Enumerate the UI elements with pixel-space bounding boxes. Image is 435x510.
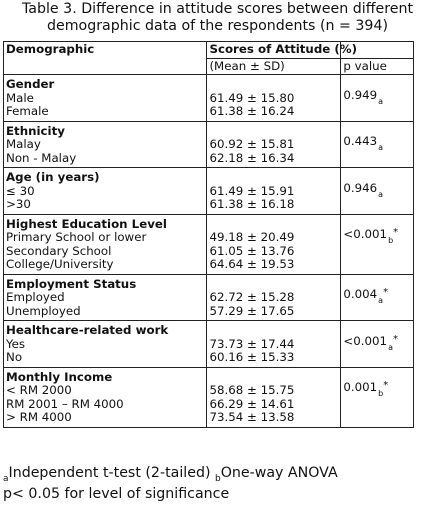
- score-value: 58.68 ± 15.75: [209, 383, 295, 397]
- p-value: <0.001: [343, 227, 388, 241]
- test-marker: b: [388, 236, 394, 245]
- group-heading: Age (in years): [6, 170, 100, 184]
- score-value: 73.73 ± 17.44: [209, 336, 295, 351]
- test-marker: b: [378, 389, 384, 398]
- demographic-cell: [4, 321, 207, 368]
- score-value: 60.92 ± 15.81: [209, 137, 295, 151]
- caption-line-2: demographic data of the respondents (n = 394): [46, 18, 389, 34]
- test-marker: a: [378, 189, 384, 199]
- table-row: [4, 168, 414, 215]
- table-row: [4, 321, 414, 368]
- p-value-cell: [341, 367, 414, 427]
- demographic-cell: [4, 367, 207, 427]
- table-row: [4, 121, 414, 168]
- category-label: Employed: [6, 290, 65, 304]
- score-value: 57.29 ± 17.65: [209, 303, 295, 318]
- score-value: 61.49 ± 15.91: [209, 183, 295, 198]
- score-value: 61.49 ± 15.80: [209, 90, 295, 105]
- category-label: >30: [6, 197, 31, 211]
- score-value: 62.72 ± 15.28: [209, 290, 295, 304]
- category-label: Secondary School: [6, 243, 112, 258]
- p-value: 0.443: [343, 134, 378, 148]
- category-label: College/University: [6, 257, 114, 271]
- significance-star: *: [383, 380, 389, 391]
- category-label: Primary School or lower: [6, 230, 147, 244]
- score-value: 73.54 ± 13.58: [209, 410, 295, 424]
- test-marker: a: [378, 96, 384, 106]
- score-value: 61.38 ± 16.24: [209, 104, 295, 118]
- demographic-cell: [4, 274, 207, 321]
- p-value-cell: [341, 274, 414, 321]
- score-cell: [207, 367, 341, 427]
- caption-line-1: Table 3. Difference in attitude scores between different: [21, 1, 414, 17]
- header-row: [4, 42, 414, 59]
- category-label: ≤ 30: [6, 183, 35, 198]
- category-label: Malay: [6, 137, 41, 151]
- p-value: 0.001: [343, 380, 378, 394]
- footnote-a-text: Independent t-test (2-tailed): [8, 465, 211, 481]
- score-cell: [207, 75, 341, 122]
- category-label: Yes: [6, 336, 26, 351]
- score-cell: [207, 321, 341, 368]
- p-value-cell: [341, 214, 414, 274]
- significance-star: *: [392, 333, 398, 345]
- group-heading: Highest Education Level: [6, 216, 167, 231]
- category-label: No: [6, 350, 23, 364]
- header-p-value: p value: [341, 58, 414, 75]
- category-label: Unemployed: [6, 303, 81, 318]
- score-cell: [207, 168, 341, 215]
- score-value: 62.18 ± 16.34: [209, 150, 295, 165]
- footnote-a-mark: a: [3, 474, 9, 484]
- group-heading: Healthcare-related work: [6, 323, 169, 337]
- group-heading: Employment Status: [6, 276, 137, 291]
- score-value: 64.64 ± 19.53: [209, 257, 295, 271]
- score-value: 61.38 ± 16.18: [209, 197, 295, 211]
- table-caption: [0, 0, 435, 35]
- table-row: [4, 367, 414, 427]
- group-heading: Monthly Income: [6, 369, 113, 384]
- test-marker: a: [378, 296, 384, 305]
- table-row: [4, 214, 414, 274]
- group-heading: Ethnicity: [6, 123, 65, 138]
- p-value: 0.949: [343, 87, 378, 102]
- table-row: [4, 75, 414, 122]
- category-label: Male: [6, 90, 34, 105]
- category-label: > RM 4000: [6, 410, 72, 424]
- demographic-cell: [4, 75, 207, 122]
- demographic-cell: [4, 121, 207, 168]
- header-mean-sd: (Mean ± SD): [207, 58, 341, 75]
- category-label: Female: [6, 104, 49, 118]
- footnote-b-mark: b: [215, 474, 221, 484]
- footnote-line-1: [3, 464, 338, 485]
- demographic-cell: [4, 168, 207, 215]
- p-value-cell: [341, 75, 414, 122]
- score-cell: [207, 274, 341, 321]
- score-value: 49.18 ± 20.49: [209, 230, 295, 244]
- p-value: <0.001: [343, 333, 388, 348]
- significance-star: *: [383, 287, 389, 298]
- footnotes: [3, 464, 338, 504]
- score-value: 60.16 ± 15.33: [209, 350, 295, 364]
- attitude-table: [3, 41, 414, 428]
- header-demographic: Demographic: [4, 42, 207, 75]
- test-marker: a: [378, 143, 384, 152]
- demographic-cell: [4, 214, 207, 274]
- p-value-cell: [341, 168, 414, 215]
- category-label: Non - Malay: [6, 150, 77, 165]
- score-cell: [207, 214, 341, 274]
- footnote-b-text: One-way ANOVA: [220, 465, 338, 481]
- p-value: 0.004: [343, 287, 378, 301]
- category-label: RM 2001 – RM 4000: [6, 396, 124, 411]
- significance-star: *: [393, 227, 399, 238]
- p-value-cell: [341, 321, 414, 368]
- table-row: [4, 274, 414, 321]
- category-label: < RM 2000: [6, 383, 72, 397]
- header-scores: Scores of Attitude (%): [207, 42, 341, 59]
- score-cell: [207, 121, 341, 168]
- test-marker: a: [388, 342, 393, 352]
- footnote-line-2: p< 0.05 for level of significance: [3, 486, 230, 502]
- p-value-cell: [341, 121, 414, 168]
- group-heading: Gender: [6, 77, 55, 91]
- score-value: 66.29 ± 14.61: [209, 396, 295, 411]
- score-value: 61.05 ± 13.76: [209, 243, 295, 258]
- p-value: 0.946: [343, 180, 378, 195]
